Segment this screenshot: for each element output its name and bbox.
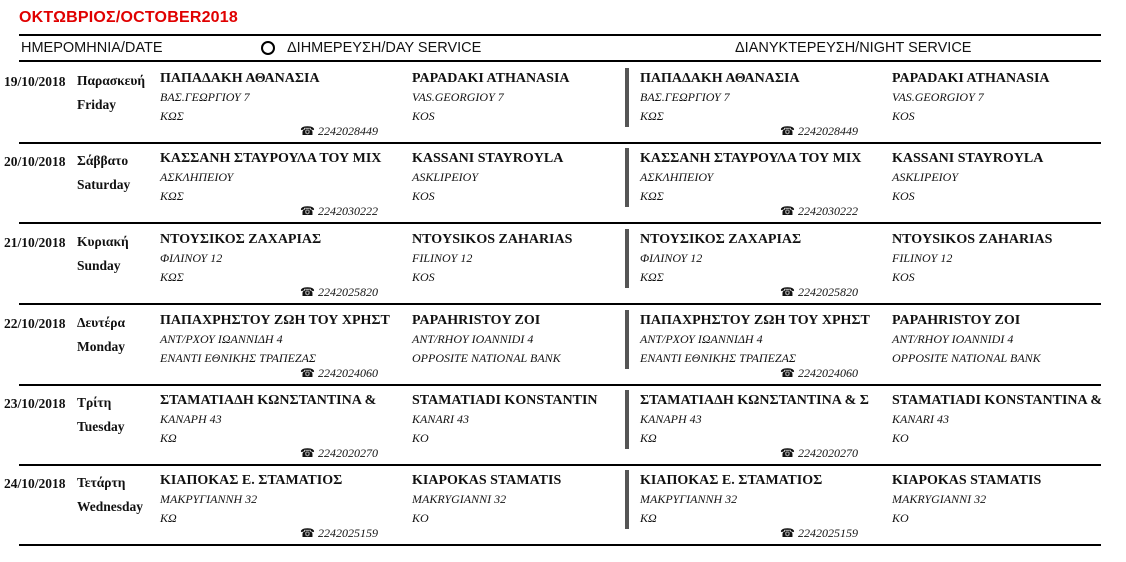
table-row <box>4 466 1101 546</box>
night-pharmacy-greek <box>640 391 869 448</box>
night-phone <box>780 124 858 139</box>
phone-number: 2242025820 <box>317 285 378 299</box>
address-english: ASKLIPEIOY <box>892 170 958 184</box>
area-english: KO <box>892 511 909 525</box>
area-english: OPPOSITE NATIONAL BANK <box>412 351 561 365</box>
row-separator <box>19 303 1101 305</box>
pharmacy-name-english: NTOYSIKOS ZAHARIAS <box>412 232 573 247</box>
area-english: KOS <box>892 189 915 203</box>
night-pharmacy-english <box>892 471 1041 528</box>
address-greek: ΑΝΤ/ΡΧΟΥ ΙΩΑΝΝΙΔΗ 4 <box>160 332 283 346</box>
phone-icon: ☎ <box>300 204 315 218</box>
phone-icon: ☎ <box>300 366 315 380</box>
row-weekday <box>77 69 145 117</box>
phone-icon: ☎ <box>780 285 795 299</box>
day-phone <box>300 124 378 139</box>
address-english: ASKLIPEIOY <box>412 170 478 184</box>
area-greek: ΚΩ <box>160 431 177 445</box>
pharmacy-name-greek: ΠΑΠΑΔΑΚΗ ΑΘΑΝΑΣΙΑ <box>640 71 800 86</box>
address-english: ANT/RHOY IOANNIDI 4 <box>412 332 534 346</box>
row-weekday <box>77 471 143 519</box>
pharmacy-name-greek: ΝΤΟΥΣΙΚΟΣ ΖΑΧΑΡΙΑΣ <box>640 232 802 247</box>
row-weekday <box>77 149 130 197</box>
row-date: 19/10/2018 <box>4 74 66 89</box>
area-english: KOS <box>892 270 915 284</box>
pharmacy-name-greek: ΚΙΑΠΟΚΑΣ Ε. ΣΤΑΜΑΤΙΟΣ <box>160 473 343 488</box>
area-english: KO <box>892 431 909 445</box>
day-pharmacy-english <box>412 230 572 287</box>
weekday-english: Monday <box>77 339 126 354</box>
area-greek: ΚΩΣ <box>160 109 184 123</box>
day-phone <box>300 204 378 219</box>
night-phone <box>780 526 858 541</box>
header-date: ΗΜΕΡΟΜΗΝΙΑ/DATE <box>21 40 163 56</box>
area-greek: ΚΩΣ <box>640 189 664 203</box>
area-english: KOS <box>412 270 435 284</box>
night-pharmacy-greek <box>640 149 861 206</box>
address-greek: ΜΑΚΡΥΓΙΑΝΝΗ 32 <box>640 492 738 506</box>
day-pharmacy-greek <box>160 391 376 448</box>
night-pharmacy-english <box>892 149 1043 206</box>
weekday-english: Wednesday <box>77 499 144 514</box>
phone-number: 2242028449 <box>797 124 858 138</box>
area-greek: ΚΩ <box>160 511 177 525</box>
area-english: OPPOSITE NATIONAL BANK <box>892 351 1041 365</box>
night-pharmacy-greek <box>640 230 801 287</box>
pharmacy-name-english: KASSANI STAYROYLA <box>412 151 564 166</box>
day-pharmacy-greek <box>160 69 320 126</box>
area-greek: ΕΝΑΝΤΙ ΕΘΝΙΚΗΣ ΤΡΑΠΕΖΑΣ <box>160 351 317 365</box>
pharmacy-name-english: KASSANI STAYROYLA <box>892 151 1044 166</box>
day-pharmacy-greek <box>160 149 381 206</box>
night-phone <box>780 446 858 461</box>
day-phone <box>300 366 378 381</box>
phone-icon: ☎ <box>780 526 795 540</box>
address-greek: ΑΣΚΛΗΠΕΙΟΥ <box>160 170 234 184</box>
pharmacy-name-greek: ΠΑΠΑΔΑΚΗ ΑΘΑΝΑΣΙΑ <box>160 71 320 86</box>
pharmacy-name-english: PAPADAKI ATHANASIA <box>412 71 570 86</box>
table-row <box>4 306 1101 386</box>
weekday-english: Friday <box>77 97 116 112</box>
area-greek: ΚΩ <box>640 511 657 525</box>
page-title: ΟΚΤΩΒΡΙΟΣ/OCTOBER2018 <box>19 9 238 26</box>
area-greek: ΕΝΑΝΤΙ ΕΘΝΙΚΗΣ ΤΡΑΠΕΖΑΣ <box>640 351 797 365</box>
pharmacy-name-english: PAPAHRISTOY ZOI <box>892 313 1021 328</box>
row-weekday <box>77 311 125 359</box>
row-date: 23/10/2018 <box>4 396 66 411</box>
day-phone <box>300 285 378 300</box>
phone-icon: ☎ <box>780 204 795 218</box>
phone-number: 2242020270 <box>317 446 378 460</box>
weekday-greek: Δευτέρα <box>77 315 125 330</box>
address-greek: ΚΑΝΑΡΗ 43 <box>640 412 702 426</box>
area-english: KOS <box>412 189 435 203</box>
phone-number: 2242030222 <box>797 204 858 218</box>
address-greek: ΦΙΛΙΝΟΥ 12 <box>160 251 223 265</box>
phone-icon: ☎ <box>300 446 315 460</box>
address-english: KANARI 43 <box>892 412 949 426</box>
address-english: MAKRYGIANNI 32 <box>892 492 987 506</box>
day-pharmacy-english <box>412 471 561 528</box>
phone-icon: ☎ <box>780 366 795 380</box>
address-greek: ΑΣΚΛΗΠΕΙΟΥ <box>640 170 714 184</box>
address-greek: ΒΑΣ.ΓΕΩΡΓΙΟΥ 7 <box>640 90 730 104</box>
area-greek: ΚΩΣ <box>160 270 184 284</box>
pharmacy-name-greek: ΚΑΣΣΑΝΗ ΣΤΑΥΡΟΥΛΑ ΤΟΥ ΜΙΧ <box>640 151 862 166</box>
day-pharmacy-greek <box>160 230 321 287</box>
pharmacy-name-english: STAMATIADI KONSTANTIN <box>412 393 598 408</box>
address-english: ANT/RHOY IOANNIDI 4 <box>892 332 1014 346</box>
day-pharmacy-english <box>412 391 598 448</box>
row-weekday <box>77 391 125 439</box>
row-separator <box>19 222 1101 224</box>
night-phone <box>780 204 858 219</box>
night-pharmacy-greek <box>640 471 822 528</box>
weekday-greek: Σάββατο <box>77 153 129 168</box>
night-pharmacy-english <box>892 230 1052 287</box>
pharmacy-name-english: PAPAHRISTOY ZOI <box>412 313 541 328</box>
pharmacy-name-greek: ΝΤΟΥΣΙΚΟΣ ΖΑΧΑΡΙΑΣ <box>160 232 322 247</box>
circle-icon <box>261 41 275 55</box>
pharmacy-name-greek: ΠΑΠΑΧΡΗΣΤΟΥ ΖΩΗ ΤΟΥ ΧΡΗΣΤ <box>160 313 390 328</box>
column-divider <box>625 229 629 288</box>
phone-icon: ☎ <box>300 124 315 138</box>
address-greek: ΦΙΛΙΝΟΥ 12 <box>640 251 703 265</box>
address-english: VAS.GEORGIOY 7 <box>892 90 984 104</box>
phone-icon: ☎ <box>780 124 795 138</box>
night-pharmacy-english <box>892 69 1050 126</box>
phone-number: 2242025159 <box>317 526 378 540</box>
day-phone <box>300 526 378 541</box>
pharmacy-name-greek: ΣΤΑΜΑΤΙΑΔΗ ΚΩΝΣΤΑΝΤΙΝΑ & <box>160 393 377 408</box>
area-greek: ΚΩΣ <box>640 270 664 284</box>
pharmacy-name-english: KIAPOKAS STAMATIS <box>892 473 1042 488</box>
phone-icon: ☎ <box>780 446 795 460</box>
phone-number: 2242024060 <box>797 366 858 380</box>
night-pharmacy-greek <box>640 311 870 368</box>
header-day-service: ΔΙΗΜΕΡΕΥΣΗ/DAY SERVICE <box>287 40 482 56</box>
weekday-english: Saturday <box>77 177 131 192</box>
area-greek: ΚΩΣ <box>640 109 664 123</box>
row-date: 20/10/2018 <box>4 154 66 169</box>
table-header <box>19 34 1101 62</box>
address-greek: ΑΝΤ/ΡΧΟΥ ΙΩΑΝΝΙΔΗ 4 <box>640 332 763 346</box>
column-divider <box>625 470 629 529</box>
row-date: 21/10/2018 <box>4 235 66 250</box>
table-row <box>4 386 1103 466</box>
pharmacy-name-greek: ΚΙΑΠΟΚΑΣ Ε. ΣΤΑΜΑΤΙΟΣ <box>640 473 823 488</box>
weekday-greek: Τετάρτη <box>77 475 126 490</box>
row-date: 24/10/2018 <box>4 476 66 491</box>
day-pharmacy-english <box>412 149 563 206</box>
address-english: FILINOY 12 <box>892 251 953 265</box>
night-phone <box>780 366 858 381</box>
phone-icon: ☎ <box>300 285 315 299</box>
night-pharmacy-greek <box>640 69 800 126</box>
day-pharmacy-greek <box>160 311 390 368</box>
area-english: KOS <box>892 109 915 123</box>
area-english: KO <box>412 431 429 445</box>
table-row <box>4 144 1101 224</box>
header-night-service: ΔΙΑΝΥΚΤΕΡΕΥΣΗ/NIGHT SERVICE <box>735 40 972 56</box>
column-divider <box>625 390 629 449</box>
weekday-english: Sunday <box>77 258 121 273</box>
phone-icon: ☎ <box>300 526 315 540</box>
day-pharmacy-english <box>412 311 561 368</box>
night-phone <box>780 285 858 300</box>
table-row <box>4 64 1101 144</box>
pharmacy-name-english: PAPADAKI ATHANASIA <box>892 71 1050 86</box>
night-pharmacy-english <box>892 391 1102 448</box>
area-english: KO <box>412 511 429 525</box>
day-phone <box>300 446 378 461</box>
address-greek: ΚΑΝΑΡΗ 43 <box>160 412 222 426</box>
address-english: FILINOY 12 <box>412 251 473 265</box>
phone-number: 2242024060 <box>317 366 378 380</box>
pharmacy-name-english: STAMATIADI KONSTANTINA & <box>892 393 1103 408</box>
pharmacy-name-english: NTOYSIKOS ZAHARIAS <box>892 232 1053 247</box>
column-divider <box>625 68 629 127</box>
row-date: 22/10/2018 <box>4 316 66 331</box>
night-pharmacy-english <box>892 311 1041 368</box>
phone-number: 2242025820 <box>797 285 858 299</box>
address-greek: ΜΑΚΡΥΓΙΑΝΝΗ 32 <box>160 492 258 506</box>
table-row <box>4 225 1101 305</box>
phone-number: 2242025159 <box>797 526 858 540</box>
phone-number: 2242028449 <box>317 124 378 138</box>
column-divider <box>625 148 629 207</box>
phone-number: 2242030222 <box>317 204 378 218</box>
phone-number: 2242020270 <box>797 446 858 460</box>
area-english: KOS <box>412 109 435 123</box>
weekday-english: Tuesday <box>77 419 125 434</box>
pharmacy-name-greek: ΣΤΑΜΑΤΙΑΔΗ ΚΩΝΣΤΑΝΤΙΝΑ & Σ <box>640 393 869 408</box>
day-pharmacy-english <box>412 69 570 126</box>
day-pharmacy-greek <box>160 471 342 528</box>
weekday-greek: Κυριακή <box>77 234 129 249</box>
address-english: MAKRYGIANNI 32 <box>412 492 507 506</box>
pharmacy-name-greek: ΠΑΠΑΧΡΗΣΤΟΥ ΖΩΗ ΤΟΥ ΧΡΗΣΤ <box>640 313 870 328</box>
weekday-greek: Τρίτη <box>77 395 112 410</box>
column-divider <box>625 310 629 369</box>
area-greek: ΚΩΣ <box>160 189 184 203</box>
address-english: KANARI 43 <box>412 412 469 426</box>
weekday-greek: Παρασκευή <box>77 73 146 88</box>
pharmacy-name-greek: ΚΑΣΣΑΝΗ ΣΤΑΥΡΟΥΛΑ ΤΟΥ ΜΙΧ <box>160 151 382 166</box>
address-english: VAS.GEORGIOY 7 <box>412 90 504 104</box>
address-greek: ΒΑΣ.ΓΕΩΡΓΙΟΥ 7 <box>160 90 250 104</box>
row-separator <box>19 544 1101 546</box>
row-weekday <box>77 230 129 278</box>
pharmacy-name-english: KIAPOKAS STAMATIS <box>412 473 562 488</box>
area-greek: ΚΩ <box>640 431 657 445</box>
